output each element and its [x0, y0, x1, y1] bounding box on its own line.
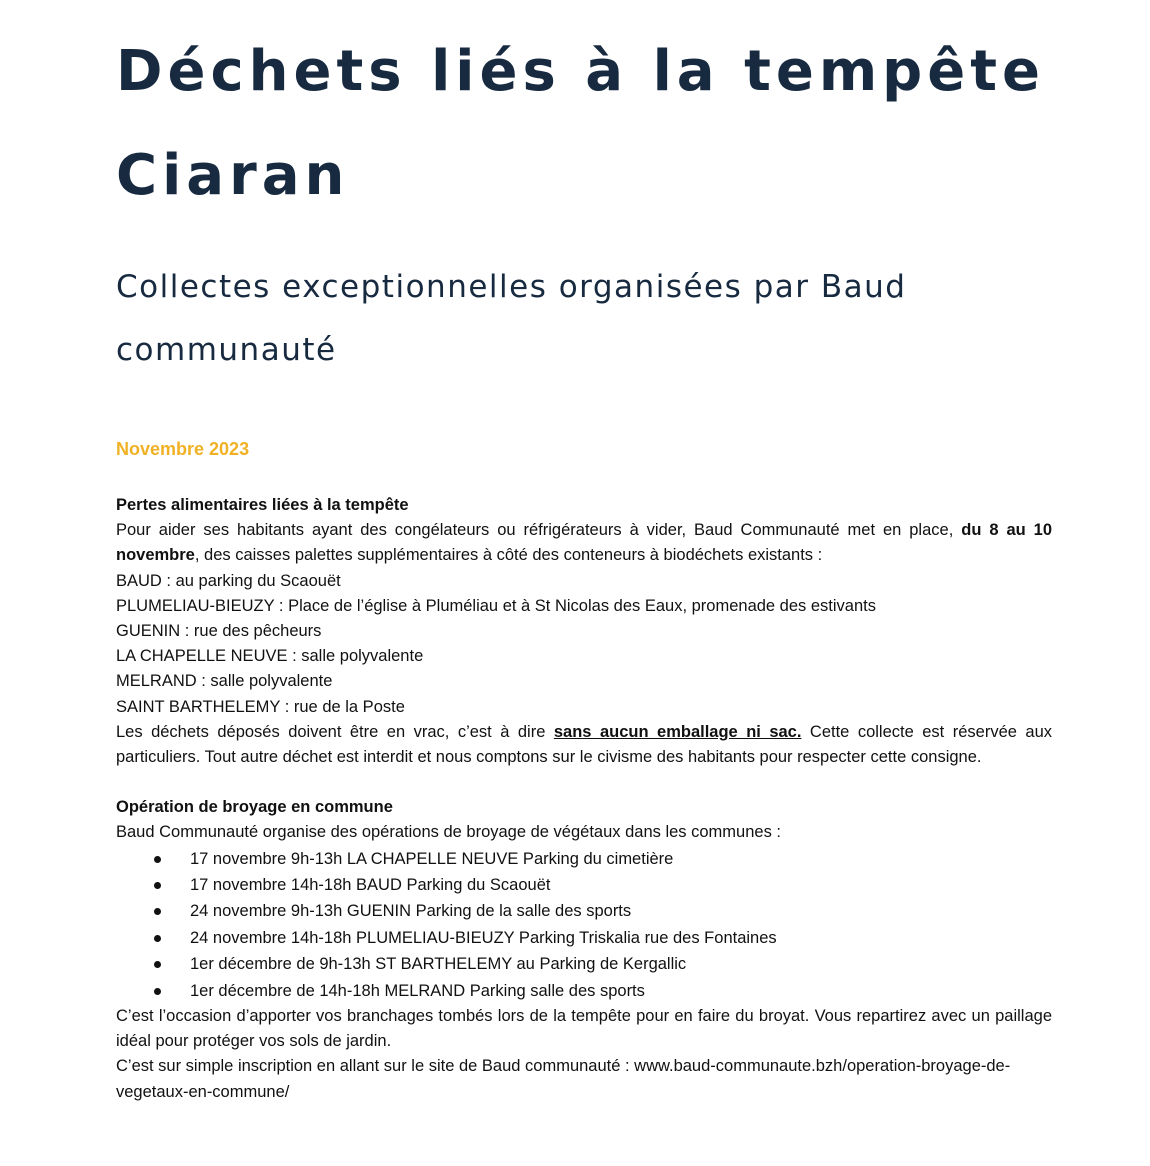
food-waste-note — [116, 720, 1052, 770]
list-item — [116, 846, 1052, 872]
shredding-intro: Baud Communauté organise des opérations de broyage de végétaux dans les communes : — [116, 823, 781, 842]
list-item — [116, 978, 1052, 1004]
food-waste-note-text: Les déchets déposés doivent être en vrac, c’est à dire — [116, 722, 554, 741]
bullet-icon — [154, 961, 161, 968]
food-waste-intro-end: , des caisses palettes supplémentaires à côté des conteneurs à biodéchets existants : — [194, 546, 823, 565]
bullet-icon — [154, 908, 161, 915]
session-text: 17 novembre 14h-18h BAUD Parking du Scaouët — [190, 876, 551, 895]
title-line-2: Ciaran — [116, 143, 350, 208]
food-waste-intro — [116, 518, 1052, 568]
subtitle-line-2: communauté — [116, 332, 337, 368]
title-line-1: Déchets liés à la tempête — [116, 39, 1045, 104]
document-page — [116, 20, 1052, 1105]
food-waste-intro-text: Pour aider ses habitants ayant des congélateurs ou réfrigérateurs à vider, Baud Communauté met en place, — [116, 521, 962, 540]
session-text: 1er décembre de 14h-18h MELRAND Parking salle des sports — [190, 981, 645, 1000]
session-text: 17 novembre 9h-13h LA CHAPELLE NEUVE Parking du cimetière — [190, 849, 674, 868]
drop-off-location: GUENIN : rue des pêcheurs — [116, 622, 322, 641]
session-text: 1er décembre de 9h-13h ST BARTHELEMY au Parking de Kergallic — [190, 955, 687, 974]
shredding-schedule-list — [116, 846, 1052, 1004]
drop-off-location: SAINT BARTHELEMY : rue de la Poste — [116, 697, 405, 716]
drop-off-location: PLUMELIAU-BIEUZY : Place de l’église à Pluméliau et à St Nicolas des Eaux, promenade des estivants — [116, 596, 876, 615]
bullet-icon — [154, 935, 161, 942]
shredding-heading: Opération de broyage en commune — [116, 798, 393, 817]
session-text: 24 novembre 14h-18h PLUMELIAU-BIEUZY Parking Triskalia rue des Fontaines — [190, 928, 777, 947]
bullet-icon — [154, 988, 161, 995]
list-item — [116, 872, 1052, 898]
food-waste-heading: Pertes alimentaires liées à la tempête — [116, 496, 409, 514]
no-packaging-emphasis: sans aucun emballage ni sac. — [553, 722, 802, 741]
list-item — [116, 898, 1052, 924]
shredding-closing: C’est l’occasion d’apporter vos branchages tombés lors de la tempête pour en faire du broyat. Vous repartirez avec un paillage idéal pour protéger vos sols de jardin. — [116, 1007, 1052, 1051]
food-waste-section — [116, 493, 1052, 770]
subtitle-line-1: Collectes exceptionnelles organisées par Baud — [116, 269, 907, 305]
bullet-icon — [154, 856, 161, 863]
session-text: 24 novembre 9h-13h GUENIN Parking de la salle des sports — [190, 902, 632, 921]
page-title — [116, 20, 1052, 228]
drop-off-location: LA CHAPELLE NEUVE : salle polyvalente — [116, 647, 424, 666]
food-waste-note-end: Cette collecte est réservée aux particuliers. Tout autre déchet est interdit et nous comptons sur le civisme des habitants pour respecter cette consigne. — [116, 722, 1053, 767]
page-subtitle — [116, 256, 1052, 382]
shredding-section — [116, 795, 1052, 1105]
list-item — [116, 951, 1052, 977]
bullet-icon — [154, 882, 161, 889]
publication-date: Novembre 2023 — [116, 439, 250, 459]
list-item — [116, 925, 1052, 951]
drop-off-location: MELRAND : salle polyvalente — [116, 672, 333, 691]
food-waste-dates: du 8 au 10 novembre — [116, 521, 1052, 565]
drop-off-location: BAUD : au parking du Scaouët — [116, 571, 341, 590]
registration-info: C’est sur simple inscription en allant sur le site de Baud communauté : www.baud-communaute.bzh/operation-broyage-de-vegetaux-en-commune/ — [116, 1057, 1011, 1101]
